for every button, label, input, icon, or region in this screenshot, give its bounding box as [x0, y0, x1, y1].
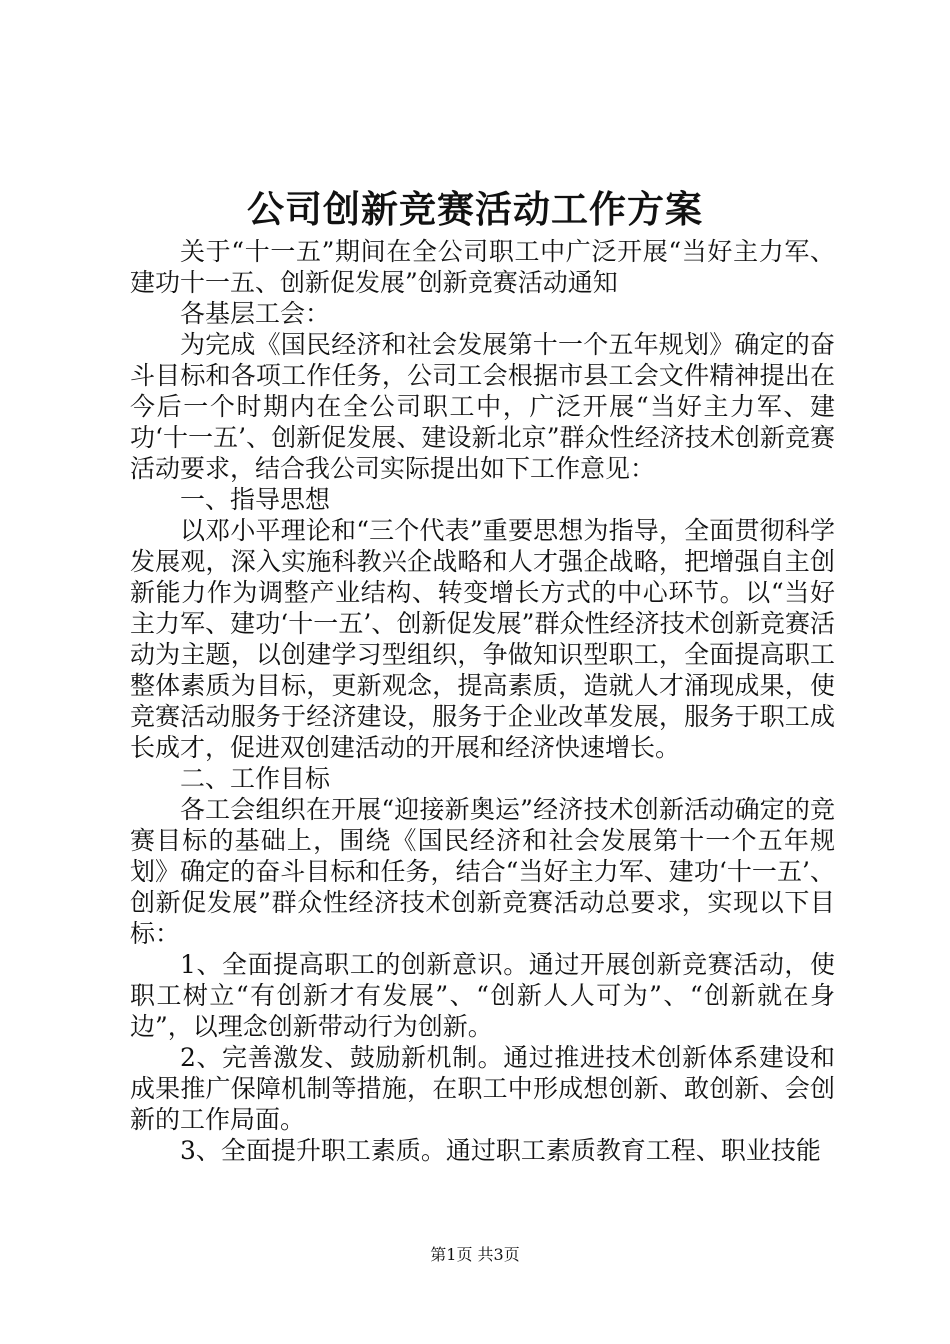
notice-heading-paragraph: 关于“十一五”期间在全公司职工中广泛开展“当好主力军、建功十一五、创新促发展”创新竞赛活动通知 [130, 237, 835, 297]
goal-item-1: 1、全面提高职工的创新意识。通过开展创新竞赛活动，使职工树立“有创新才有发展”、“创新人人可为”、“创新就在身边”，以理念创新带动行为创新。 [130, 950, 835, 1041]
guiding-ideology-paragraph: 以邓小平理论和“三个代表”重要思想为指导，全面贯彻科学发展观，深入实施科教兴企战略和人才强企战略，把增强自主创新能力作为调整产业结构、转变增长方式的中心环节。以“当好主力军、建功‘十一五’、创新促发展”群众性经济技术创新竞赛活动为主题，以创建学习型组织，争做知识型职工，全面提高职工整体素质为目标，更新观念，提高素质，造就人才涌现成果，使竞赛活动服务于经济建设，服务于企业改革发展，服务于职工成长成才，促进双创建活动的开展和经济快速增长。 [130, 516, 835, 762]
goal-item-3: 3、全面提升职工素质。通过职工素质教育工程、职业技能 [180, 1136, 821, 1165]
page-footer: 第1页 共3页 [430, 1245, 520, 1264]
section-heading-work-goals: 二、工作目标 [180, 764, 331, 793]
document-title: 公司创新竞赛活动工作方案 [247, 187, 703, 231]
goal-item-2: 2、完善激发、鼓励新机制。通过推进技术创新体系建设和成果推广保障机制等措施，在职工中形成想创新、敢创新、会创新的工作局面。 [130, 1043, 835, 1134]
document-body [130, 236, 835, 1166]
salutation-paragraph: 各基层工会： [180, 299, 331, 328]
work-goals-paragraph: 各工会组织在开展“迎接新奥运”经济技术创新活动确定的竞赛目标的基础上，围绕《国民经济和社会发展第十一个五年规划》确定的奋斗目标和任务，结合“当好主力军、建功‘十一五’、创新促发展”群众性经济技术创新竞赛活动总要求，实现以下目标： [130, 795, 835, 948]
section-heading-guiding-ideology: 一、指导思想 [180, 485, 331, 514]
intro-paragraph: 为完成《国民经济和社会发展第十一个五年规划》确定的奋斗目标和各项工作任务，公司工会根据市县工会文件精神提出在今后一个时期内在全公司职工中，广泛开展“当好主力军、建功‘十一五’、创新促发展、建设新北京”群众性经济技术创新竞赛活动要求，结合我公司实际提出如下工作意见： [130, 330, 835, 483]
